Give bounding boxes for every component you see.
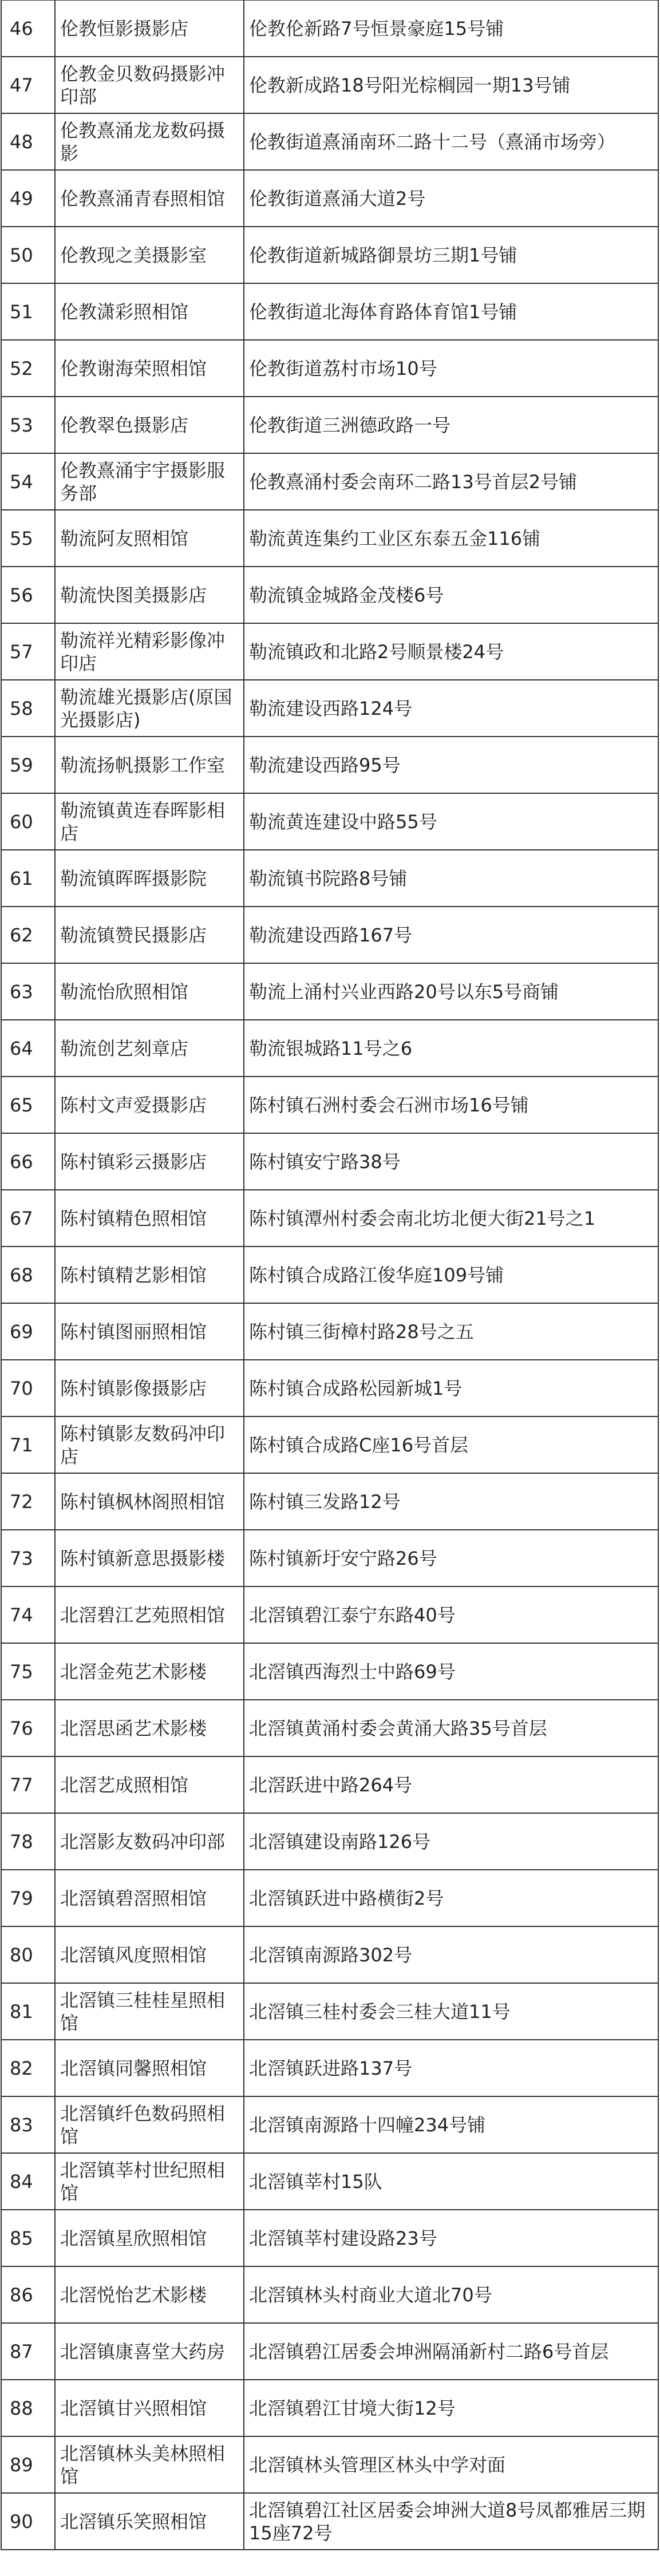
table-row bbox=[1, 170, 658, 227]
table-row bbox=[1, 2040, 658, 2096]
row-number-cell: 76 bbox=[1, 1700, 55, 1756]
table-row bbox=[1, 1586, 658, 1643]
row-number-cell: 70 bbox=[1, 1360, 55, 1416]
shop-address-cell: 勒流镇政和北路2号顺景楼24号 bbox=[244, 623, 658, 680]
row-number-cell: 73 bbox=[1, 1530, 55, 1586]
row-number-cell: 65 bbox=[1, 1077, 55, 1133]
table-row bbox=[1, 1303, 658, 1360]
table-row bbox=[1, 1813, 658, 1870]
shop-name-cell: 陈村镇枫林阁照相馆 bbox=[55, 1473, 244, 1530]
row-number-cell: 80 bbox=[1, 1926, 55, 1983]
row-number-cell: 58 bbox=[1, 680, 55, 737]
shop-name-cell: 陈村镇精色照相馆 bbox=[55, 1190, 244, 1247]
shop-name-cell: 北滘镇甘兴照相馆 bbox=[55, 2380, 244, 2436]
table-row bbox=[1, 1133, 658, 1190]
shop-table bbox=[1, 0, 659, 2550]
row-number-cell: 88 bbox=[1, 2380, 55, 2436]
shop-address-cell: 北滘镇南源路302号 bbox=[244, 1926, 658, 1983]
table-row bbox=[1, 2380, 658, 2436]
table-row bbox=[1, 397, 658, 453]
shop-address-cell: 勒流建设西路167号 bbox=[244, 907, 658, 963]
shop-address-cell: 陈村镇潭州村委会南北坊北便大街21号之1 bbox=[244, 1190, 658, 1247]
row-number-cell: 71 bbox=[1, 1416, 55, 1473]
row-number-cell: 84 bbox=[1, 2153, 55, 2210]
table-row bbox=[1, 1756, 658, 1813]
shop-name-cell: 勒流扬帆摄影工作室 bbox=[55, 737, 244, 793]
shop-address-cell: 陈村镇石洲村委会石洲市场16号铺 bbox=[244, 1077, 658, 1133]
row-number-cell: 75 bbox=[1, 1643, 55, 1700]
shop-name-cell: 北滘镇碧滘照相馆 bbox=[55, 1870, 244, 1926]
row-number-cell: 87 bbox=[1, 2323, 55, 2380]
row-number-cell: 55 bbox=[1, 510, 55, 567]
row-number-cell: 66 bbox=[1, 1133, 55, 1190]
row-number-cell: 47 bbox=[1, 57, 55, 113]
shop-name-cell: 北滘镇莘村世纪照相馆 bbox=[55, 2153, 244, 2210]
shop-address-cell: 勒流镇金城路金茂楼6号 bbox=[244, 567, 658, 623]
table-row bbox=[1, 2266, 658, 2323]
row-number-cell: 69 bbox=[1, 1303, 55, 1360]
row-number-cell: 81 bbox=[1, 1983, 55, 2040]
row-number-cell: 54 bbox=[1, 453, 55, 510]
shop-address-cell: 伦教新成路18号阳光棕榈园一期13号铺 bbox=[244, 57, 658, 113]
row-number-cell: 59 bbox=[1, 737, 55, 793]
shop-address-cell: 北滘镇碧江社区居委会坤洲大道8号凤都雅居三期15座72号 bbox=[244, 2493, 658, 2550]
shop-name-cell: 陈村镇彩云摄影店 bbox=[55, 1133, 244, 1190]
row-number-cell: 60 bbox=[1, 793, 55, 850]
table-row bbox=[1, 850, 658, 907]
row-number-cell: 53 bbox=[1, 397, 55, 453]
shop-address-cell: 伦教街道荔村市场10号 bbox=[244, 340, 658, 397]
shop-name-cell: 伦教熹涌龙龙数码摄影 bbox=[55, 113, 244, 170]
table-row bbox=[1, 623, 658, 680]
shop-name-cell: 勒流快图美摄影店 bbox=[55, 567, 244, 623]
table-row bbox=[1, 1870, 658, 1926]
row-number-cell: 90 bbox=[1, 2493, 55, 2550]
shop-address-cell: 伦教伦新路7号恒景豪庭15号铺 bbox=[244, 0, 658, 57]
shop-address-cell: 北滘镇莘村15队 bbox=[244, 2153, 658, 2210]
shop-name-cell: 北滘镇三桂桂星照相馆 bbox=[55, 1983, 244, 2040]
row-number-cell: 48 bbox=[1, 113, 55, 170]
shop-address-cell: 陈村镇合成路江俊华庭109号铺 bbox=[244, 1247, 658, 1303]
shop-name-cell: 北滘金苑艺术影楼 bbox=[55, 1643, 244, 1700]
shop-address-cell: 北滘镇碧江泰宁东路40号 bbox=[244, 1586, 658, 1643]
shop-address-cell: 北滘镇黄涌村委会黄涌大路35号首层 bbox=[244, 1700, 658, 1756]
table-row bbox=[1, 907, 658, 963]
table-row bbox=[1, 1190, 658, 1247]
table-row bbox=[1, 2436, 658, 2493]
shop-name-cell: 伦教恒影摄影店 bbox=[55, 0, 244, 57]
row-number-cell: 85 bbox=[1, 2210, 55, 2266]
table-row bbox=[1, 1530, 658, 1586]
shop-name-cell: 北滘镇乐笑照相馆 bbox=[55, 2493, 244, 2550]
table-row bbox=[1, 1983, 658, 2040]
row-number-cell: 78 bbox=[1, 1813, 55, 1870]
table-row bbox=[1, 1020, 658, 1077]
shop-name-cell: 勒流镇黄连春晖影相店 bbox=[55, 793, 244, 850]
shop-address-cell: 勒流建设西路95号 bbox=[244, 737, 658, 793]
shop-address-cell: 陈村镇合成路松园新城1号 bbox=[244, 1360, 658, 1416]
shop-address-cell: 伦教街道三洲德政路一号 bbox=[244, 397, 658, 453]
shop-name-cell: 伦教翠色摄影店 bbox=[55, 397, 244, 453]
shop-address-cell: 北滘镇南源路十四幢234号铺 bbox=[244, 2096, 658, 2153]
shop-address-cell: 勒流镇书院路8号铺 bbox=[244, 850, 658, 907]
row-number-cell: 52 bbox=[1, 340, 55, 397]
row-number-cell: 82 bbox=[1, 2040, 55, 2096]
table-row bbox=[1, 340, 658, 397]
row-number-cell: 51 bbox=[1, 283, 55, 340]
shop-address-cell: 北滘镇莘村建设路23号 bbox=[244, 2210, 658, 2266]
shop-name-cell: 勒流怡欣照相馆 bbox=[55, 963, 244, 1020]
shop-name-cell: 北滘镇风度照相馆 bbox=[55, 1926, 244, 1983]
table-row bbox=[1, 1247, 658, 1303]
shop-address-cell: 北滘镇碧江甘境大街12号 bbox=[244, 2380, 658, 2436]
shop-address-cell: 北滘镇西海烈士中路69号 bbox=[244, 1643, 658, 1700]
shop-address-cell: 伦教熹涌村委会南环二路13号首层2号铺 bbox=[244, 453, 658, 510]
table-row bbox=[1, 793, 658, 850]
row-number-cell: 57 bbox=[1, 623, 55, 680]
shop-name-cell: 陈村镇影像摄影店 bbox=[55, 1360, 244, 1416]
shop-address-cell: 勒流上涌村兴业西路20号以东5号商铺 bbox=[244, 963, 658, 1020]
shop-address-cell: 伦教街道熹涌大道2号 bbox=[244, 170, 658, 227]
table-row bbox=[1, 2153, 658, 2210]
row-number-cell: 86 bbox=[1, 2266, 55, 2323]
table-row bbox=[1, 283, 658, 340]
shop-name-cell: 勒流镇晖晖摄影院 bbox=[55, 850, 244, 907]
row-number-cell: 89 bbox=[1, 2436, 55, 2493]
table-row bbox=[1, 1473, 658, 1530]
table-row bbox=[1, 227, 658, 283]
table-row bbox=[1, 113, 658, 170]
shop-address-cell: 勒流黄连建设中路55号 bbox=[244, 793, 658, 850]
row-number-cell: 74 bbox=[1, 1586, 55, 1643]
table-row bbox=[1, 963, 658, 1020]
shop-name-cell: 北滘影友数码冲印部 bbox=[55, 1813, 244, 1870]
shop-name-cell: 北滘镇纤色数码照相馆 bbox=[55, 2096, 244, 2153]
shop-name-cell: 北滘悦怡艺术影楼 bbox=[55, 2266, 244, 2323]
shop-name-cell: 勒流镇赞民摄影店 bbox=[55, 907, 244, 963]
shop-name-cell: 伦教熹涌宇宇摄影服务部 bbox=[55, 453, 244, 510]
shop-name-cell: 陈村镇新意思摄影楼 bbox=[55, 1530, 244, 1586]
row-number-cell: 64 bbox=[1, 1020, 55, 1077]
shop-name-cell: 伦教熹涌青春照相馆 bbox=[55, 170, 244, 227]
table-row bbox=[1, 453, 658, 510]
table-row bbox=[1, 1700, 658, 1756]
row-number-cell: 68 bbox=[1, 1247, 55, 1303]
shop-address-cell: 勒流黄连集约工业区东泰五金116铺 bbox=[244, 510, 658, 567]
shop-address-cell: 北滘镇碧江居委会坤洲隔涌新村二路6号首层 bbox=[244, 2323, 658, 2380]
shop-name-cell: 勒流阿友照相馆 bbox=[55, 510, 244, 567]
shop-name-cell: 北滘碧江艺苑照相馆 bbox=[55, 1586, 244, 1643]
shop-address-cell: 伦教街道熹涌南环二路十二号（熹涌市场旁） bbox=[244, 113, 658, 170]
row-number-cell: 50 bbox=[1, 227, 55, 283]
shop-address-cell: 北滘镇林头管理区林头中学对面 bbox=[244, 2436, 658, 2493]
table-row bbox=[1, 2493, 658, 2550]
table-row bbox=[1, 2323, 658, 2380]
shop-address-cell: 伦教街道新城路御景坊三期1号铺 bbox=[244, 227, 658, 283]
table-row bbox=[1, 1643, 658, 1700]
shop-name-cell: 北滘艺成照相馆 bbox=[55, 1756, 244, 1813]
shop-address-cell: 北滘镇建设南路126号 bbox=[244, 1813, 658, 1870]
shop-name-cell: 北滘镇林头美林照相馆 bbox=[55, 2436, 244, 2493]
row-number-cell: 61 bbox=[1, 850, 55, 907]
shop-name-cell: 北滘思函艺术影楼 bbox=[55, 1700, 244, 1756]
shop-name-cell: 陈村镇精艺影相馆 bbox=[55, 1247, 244, 1303]
shop-address-cell: 北滘镇跃进路137号 bbox=[244, 2040, 658, 2096]
shop-name-cell: 北滘镇同馨照相馆 bbox=[55, 2040, 244, 2096]
table-row bbox=[1, 0, 658, 57]
shop-address-cell: 伦教街道北海体育路体育馆1号铺 bbox=[244, 283, 658, 340]
shop-address-cell: 陈村镇三街樟村路28号之五 bbox=[244, 1303, 658, 1360]
shop-address-cell: 陈村镇新圩安宁路26号 bbox=[244, 1530, 658, 1586]
shop-name-cell: 勒流雄光摄影店(原国光摄影店) bbox=[55, 680, 244, 737]
shop-name-cell: 陈村镇图丽照相馆 bbox=[55, 1303, 244, 1360]
shop-address-cell: 陈村镇合成路C座16号首层 bbox=[244, 1416, 658, 1473]
shop-name-cell: 伦教金贝数码摄影冲印部 bbox=[55, 57, 244, 113]
table-row bbox=[1, 1926, 658, 1983]
shop-address-cell: 北滘镇林头村商业大道北70号 bbox=[244, 2266, 658, 2323]
row-number-cell: 72 bbox=[1, 1473, 55, 1530]
row-number-cell: 46 bbox=[1, 0, 55, 57]
shop-name-cell: 陈村文声爱摄影店 bbox=[55, 1077, 244, 1133]
shop-address-cell: 勒流银城路11号之6 bbox=[244, 1020, 658, 1077]
table-row bbox=[1, 2096, 658, 2153]
shop-address-cell: 北滘镇三桂村委会三桂大道11号 bbox=[244, 1983, 658, 2040]
shop-name-cell: 勒流创艺刻章店 bbox=[55, 1020, 244, 1077]
shop-name-cell: 伦教谢海荣照相馆 bbox=[55, 340, 244, 397]
table-row bbox=[1, 737, 658, 793]
shop-name-cell: 北滘镇星欣照相馆 bbox=[55, 2210, 244, 2266]
row-number-cell: 83 bbox=[1, 2096, 55, 2153]
table-row bbox=[1, 1416, 658, 1473]
shop-address-cell: 勒流建设西路124号 bbox=[244, 680, 658, 737]
row-number-cell: 49 bbox=[1, 170, 55, 227]
shop-address-cell: 北滘跃进中路264号 bbox=[244, 1756, 658, 1813]
row-number-cell: 62 bbox=[1, 907, 55, 963]
row-number-cell: 56 bbox=[1, 567, 55, 623]
shop-name-cell: 陈村镇影友数码冲印店 bbox=[55, 1416, 244, 1473]
shop-name-cell: 伦教潇彩照相馆 bbox=[55, 283, 244, 340]
shop-address-cell: 北滘镇跃进中路横街2号 bbox=[244, 1870, 658, 1926]
table-row bbox=[1, 1077, 658, 1133]
table-row bbox=[1, 680, 658, 737]
table-body bbox=[1, 0, 658, 2550]
table-row bbox=[1, 2210, 658, 2266]
row-number-cell: 77 bbox=[1, 1756, 55, 1813]
table-row bbox=[1, 1360, 658, 1416]
shop-name-cell: 北滘镇康喜堂大药房 bbox=[55, 2323, 244, 2380]
shop-name-cell: 勒流祥光精彩影像冲印店 bbox=[55, 623, 244, 680]
row-number-cell: 79 bbox=[1, 1870, 55, 1926]
shop-address-cell: 陈村镇三发路12号 bbox=[244, 1473, 658, 1530]
row-number-cell: 63 bbox=[1, 963, 55, 1020]
table-row bbox=[1, 57, 658, 113]
shop-address-cell: 陈村镇安宁路38号 bbox=[244, 1133, 658, 1190]
shop-name-cell: 伦教现之美摄影室 bbox=[55, 227, 244, 283]
row-number-cell: 67 bbox=[1, 1190, 55, 1247]
table-row bbox=[1, 567, 658, 623]
table-row bbox=[1, 510, 658, 567]
